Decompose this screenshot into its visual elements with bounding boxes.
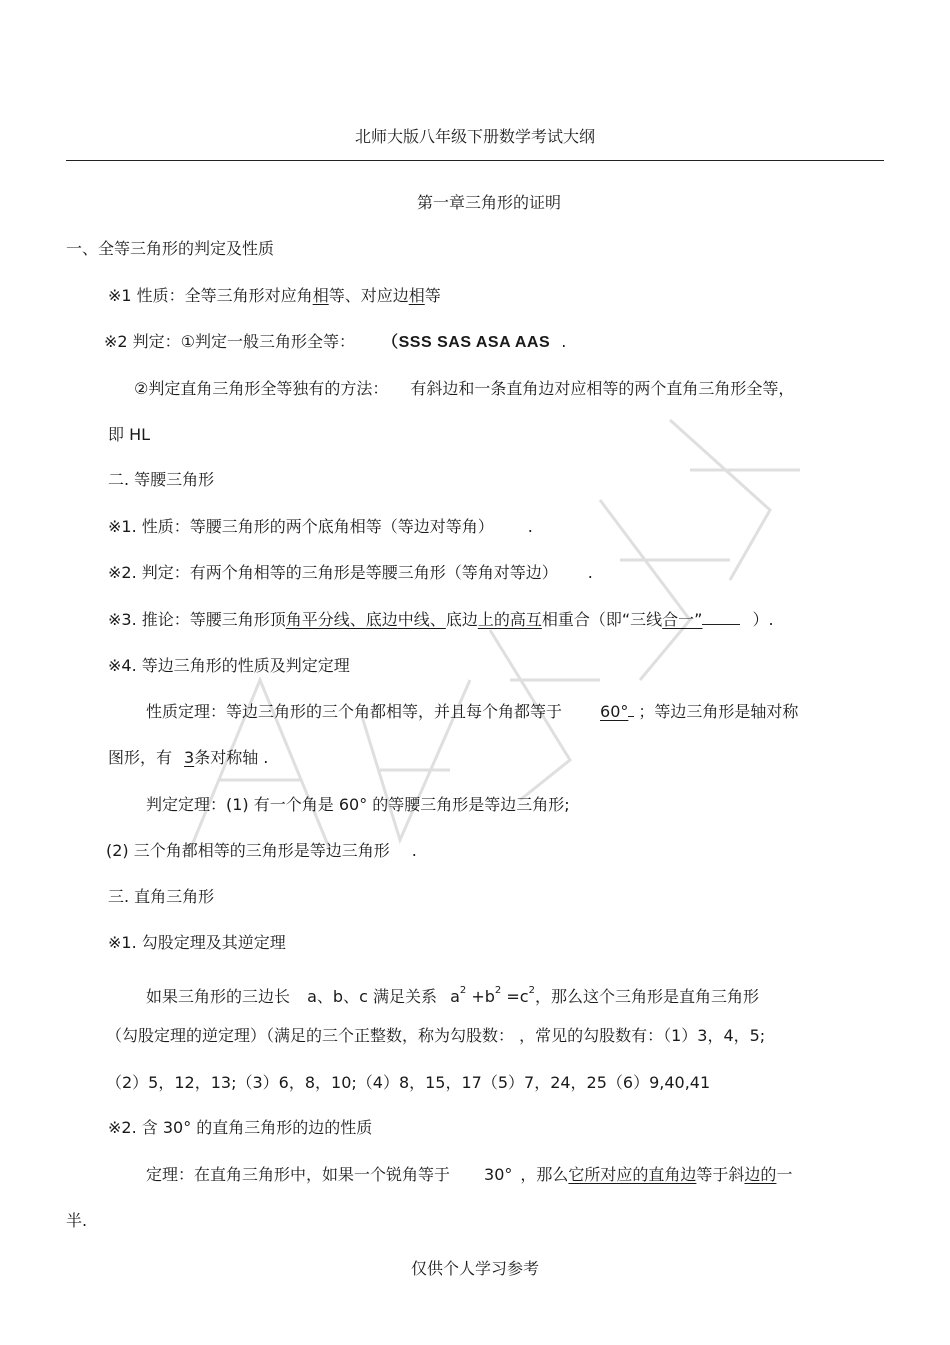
s2-property: ※1. 性质：等腰三角形的两个底角相等（等边对等角） . (108, 517, 533, 536)
s2-judgement: ※2. 判定：有两个角相等的三角形是等腰三角形（等角对等边） . (108, 563, 593, 582)
chapter-title: 第一章三角形的证明 (416, 193, 561, 212)
s3-pythagoras-converse: 如果三角形的三边长 a、b、c 满足关系 $a^2 +b^2 =c^2$，那么这个三角形是直角三角形 (146, 985, 759, 1006)
s3-pythagoras-heading: ※1. 勾股定理及其逆定理 (108, 933, 286, 952)
pythagoras-formula: $a^2 +b^2 =c^2$ (450, 985, 535, 1006)
s2-corollary: ※3. 推论：等腰三角形顶角平分线、底边中线、底边上的高互相重合（即“三线合一” ）. (108, 610, 774, 629)
congruence-rules: （SSS SAS ASA AAS (382, 334, 551, 351)
s1-property: ※1 性质：全等三角形对应角相等、对应边相等 (108, 286, 441, 305)
s1-hl: 即 HL (108, 425, 151, 444)
s3-half: 半. (66, 1211, 88, 1230)
s3-thirty-degree-heading: ※2. 含 30° 的直角三角形的边的性质 (108, 1118, 373, 1137)
s2-symmetry: 图形，有 3条对称轴 . (108, 748, 269, 767)
document-title: 北师大版八年级下册数学考试大纲 (354, 127, 595, 146)
s2-equilateral-heading: ※4. 等边三角形的性质及判定定理 (108, 656, 350, 675)
s1-judgement: ※2 判定：①判定一般三角形全等： （SSS SAS ASA AAS . (104, 332, 567, 351)
watermark-graphic (170, 380, 810, 900)
s3-thirty-degree-theorem: 定理：在直角三角形中，如果一个锐角等于 30° ，那么它所对应的直角边等于斜边的一 (146, 1165, 793, 1184)
s2-equilateral-judgement: 判定定理：(1) 有一个角是 60° 的等腰三角形是等边三角形; (146, 795, 570, 814)
s3-triples-list: （2）5，12，13;（3）6，8，10;（4）8，15，17（5）7，24，25（6）9,40,41 (106, 1073, 711, 1092)
section1-heading: 一、全等三角形的判定及性质 (66, 239, 275, 258)
s1-right-triangle: ②判定直角三角形全等独有的方法： 有斜边和一条直角边对应相等的两个直角三角形全等， (134, 379, 795, 398)
s2-equilateral-property: 性质定理：等边三角形的三个角都相等，并且每个角都等于 60° ；等边三角形是轴对称 (146, 702, 799, 721)
page-footer: 仅供个人学习参考 (410, 1259, 539, 1278)
s3-pythagorean-triples: （勾股定理的逆定理）（满足的三个正整数，称为勾股数： ，常见的勾股数有：（1）3，4，5; (106, 1026, 766, 1045)
s2-equilateral-judgement-2: (2) 三个角都相等的三角形是等边三角形 . (106, 841, 417, 860)
section3-heading: 三. 直角三角形 (108, 887, 215, 906)
section2-heading: 二. 等腰三角形 (108, 470, 215, 489)
title-divider (66, 160, 884, 161)
